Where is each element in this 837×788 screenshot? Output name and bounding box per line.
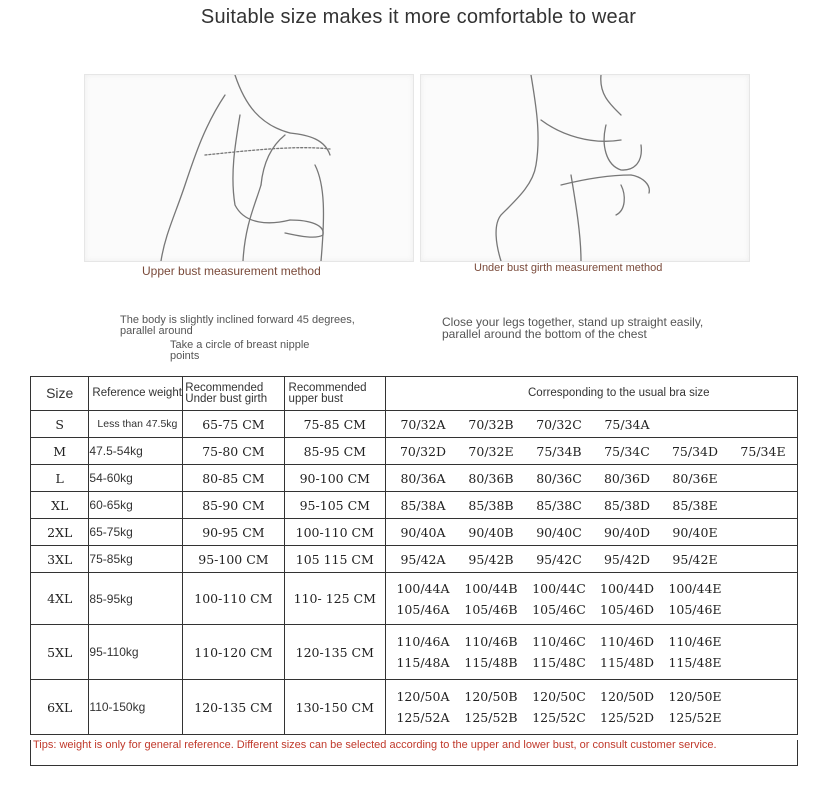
bra-size-cell bbox=[386, 519, 798, 546]
bra-size-value: 90/40A bbox=[400, 524, 446, 540]
size-cell: S bbox=[31, 411, 89, 438]
table-row bbox=[31, 411, 798, 438]
upper-bust-cell: 105 115 CM bbox=[284, 546, 385, 573]
bra-size-value: 125/52C bbox=[532, 710, 586, 725]
bra-size-value: 105/46C bbox=[532, 601, 586, 617]
bra-size-value: 70/32C bbox=[536, 416, 582, 432]
weight-cell: 60-65kg bbox=[89, 492, 183, 519]
bra-size-value: 105/46E bbox=[668, 601, 722, 617]
under-bust-cell: 85-90 CM bbox=[183, 492, 284, 519]
bra-size-value: 75/34E bbox=[740, 443, 786, 459]
bra-size-value: 75/34C bbox=[604, 443, 650, 459]
bra-size-value: 70/32A bbox=[400, 416, 446, 432]
bra-size-value: 70/32B bbox=[468, 416, 514, 432]
bra-size-value: 95/42A bbox=[400, 551, 446, 567]
under-bust-cell: 80-85 CM bbox=[183, 465, 284, 492]
bra-size-line bbox=[386, 652, 797, 673]
upper-bust-cell: 85-95 CM bbox=[284, 438, 385, 465]
size-cell: 2XL bbox=[31, 519, 89, 546]
under-bust-cell: 110-120 CM bbox=[183, 625, 284, 680]
table-header-row bbox=[31, 377, 798, 411]
upper-bust-caption: Upper bust measurement method bbox=[142, 264, 321, 278]
bra-size-value: 110/46A bbox=[396, 634, 450, 649]
bra-size-value: 95/42E bbox=[672, 551, 718, 567]
upper-bust-figure-drawing bbox=[85, 75, 413, 261]
bra-size-value: 115/48C bbox=[532, 655, 586, 670]
upper-bust-cell: 110- 125 CM bbox=[284, 573, 385, 625]
bra-size-value: 110/46D bbox=[600, 634, 654, 649]
bra-size-line bbox=[386, 468, 797, 489]
size-chart-table bbox=[30, 376, 798, 735]
bra-size-cell bbox=[386, 411, 798, 438]
under-bust-figure-drawing bbox=[421, 75, 749, 261]
upper-bust-cell: 75-85 CM bbox=[284, 411, 385, 438]
table-row bbox=[31, 680, 798, 735]
bra-size-value: 125/52E bbox=[668, 710, 722, 725]
bra-size-value: 90/40C bbox=[536, 524, 582, 540]
size-cell: XL bbox=[31, 492, 89, 519]
bra-size-value: 85/38B bbox=[468, 497, 514, 513]
table-row bbox=[31, 438, 798, 465]
bra-size-value: 95/42D bbox=[603, 551, 651, 567]
bra-size-value: 110/46C bbox=[532, 634, 586, 649]
tips-note: Tips: weight is only for general reference. Different sizes can be selected according to the upper and lower bust, or consult customer service. bbox=[30, 740, 798, 766]
table-row bbox=[31, 519, 798, 546]
under-bust-note: Close your legs together, stand up straight easily, parallel around the bottom of the chest bbox=[442, 315, 704, 341]
bra-size-cell bbox=[386, 546, 798, 573]
bra-size-value: 100/44C bbox=[532, 580, 586, 596]
size-cell: 4XL bbox=[31, 573, 89, 625]
bra-size-value: 95/42B bbox=[468, 551, 514, 567]
bra-size-value: 80/36A bbox=[400, 470, 446, 486]
under-bust-illustration bbox=[420, 74, 750, 262]
bra-size-value: 85/38C bbox=[536, 497, 582, 513]
bra-size-value: 100/44D bbox=[600, 580, 654, 596]
bra-size-line bbox=[386, 631, 797, 652]
bra-size-value: 115/48D bbox=[600, 655, 654, 670]
table-row bbox=[31, 546, 798, 573]
upper-bust-cell: 120-135 CM bbox=[284, 625, 385, 680]
bra-size-value: 75/34B bbox=[536, 443, 582, 459]
bra-size-value: 70/32E bbox=[468, 443, 514, 459]
bra-size-value: 80/36C bbox=[536, 470, 582, 486]
table-row bbox=[31, 492, 798, 519]
bra-size-value: 90/40D bbox=[603, 524, 651, 540]
bra-size-line bbox=[386, 599, 797, 620]
bra-size-value: 95/42C bbox=[536, 551, 582, 567]
bra-size-value: 120/50A bbox=[396, 689, 450, 704]
bra-size-value: 105/46B bbox=[464, 601, 518, 617]
under-bust-cell: 90-95 CM bbox=[183, 519, 284, 546]
table-row bbox=[31, 573, 798, 625]
bra-size-value: 105/46A bbox=[396, 601, 450, 617]
size-cell: 5XL bbox=[31, 625, 89, 680]
bra-size-cell bbox=[386, 465, 798, 492]
bra-size-line bbox=[386, 495, 797, 516]
bra-size-value: 120/50E bbox=[668, 689, 722, 704]
weight-cell: 95-110kg bbox=[89, 625, 183, 680]
bra-size-cell bbox=[386, 680, 798, 735]
upper-bust-illustration bbox=[84, 74, 414, 262]
weight-cell: Less than 47.5kg bbox=[89, 411, 183, 438]
header-under-bust: Recommended Under bust girth bbox=[183, 377, 284, 411]
under-bust-cell: 65-75 CM bbox=[183, 411, 284, 438]
header-bra-size: Corresponding to the usual bra size bbox=[386, 377, 798, 411]
bra-size-line bbox=[386, 707, 797, 728]
weight-cell: 47.5-54kg bbox=[89, 438, 183, 465]
header-upper-bust: Recommended upper bust bbox=[284, 377, 385, 411]
bra-size-value: 100/44A bbox=[396, 580, 450, 596]
weight-cell: 65-75kg bbox=[89, 519, 183, 546]
bra-size-value: 70/32D bbox=[399, 443, 447, 459]
bra-size-value: 125/52A bbox=[396, 710, 450, 725]
size-cell: 6XL bbox=[31, 680, 89, 735]
bra-size-line bbox=[386, 578, 797, 599]
header-weight: Reference weight bbox=[89, 377, 183, 411]
bra-size-value: 120/50D bbox=[600, 689, 654, 704]
under-bust-cell: 120-135 CM bbox=[183, 680, 284, 735]
upper-bust-note-1: The body is slightly inclined forward 45 degrees, parallel around bbox=[120, 314, 355, 337]
bra-size-line bbox=[386, 686, 797, 707]
bra-size-line bbox=[386, 522, 797, 543]
bra-size-value: 75/34D bbox=[671, 443, 719, 459]
bra-size-cell bbox=[386, 573, 798, 625]
bra-size-value: 125/52B bbox=[464, 710, 518, 725]
bra-size-cell bbox=[386, 492, 798, 519]
under-bust-cell: 75-80 CM bbox=[183, 438, 284, 465]
weight-cell: 85-95kg bbox=[89, 573, 183, 625]
under-bust-cell: 95-100 CM bbox=[183, 546, 284, 573]
bra-size-value: 125/52D bbox=[600, 710, 654, 725]
under-bust-caption: Under bust girth measurement method bbox=[474, 262, 663, 274]
bra-size-value: 80/36E bbox=[672, 470, 718, 486]
bra-size-value: 110/46B bbox=[464, 634, 518, 649]
upper-bust-cell: 90-100 CM bbox=[284, 465, 385, 492]
bra-size-value: 110/46E bbox=[668, 634, 722, 649]
bra-size-value: 85/38A bbox=[400, 497, 446, 513]
bra-size-value: 115/48E bbox=[668, 655, 722, 670]
upper-bust-cell: 100-110 CM bbox=[284, 519, 385, 546]
weight-cell: 75-85kg bbox=[89, 546, 183, 573]
bra-size-value: 85/38D bbox=[603, 497, 651, 513]
bra-size-value: 85/38E bbox=[672, 497, 718, 513]
bra-size-value: 105/46D bbox=[600, 601, 654, 617]
bra-size-line bbox=[386, 549, 797, 570]
bra-size-value: 100/44E bbox=[668, 580, 722, 596]
bra-size-line bbox=[386, 441, 797, 462]
page-title: Suitable size makes it more comfortable to wear bbox=[200, 6, 637, 28]
weight-cell: 110-150kg bbox=[89, 680, 183, 735]
table-row bbox=[31, 625, 798, 680]
bra-size-value: 115/48A bbox=[396, 655, 450, 670]
bra-size-cell bbox=[386, 438, 798, 465]
size-cell: 3XL bbox=[31, 546, 89, 573]
table-row bbox=[31, 465, 798, 492]
bra-size-value: 90/40B bbox=[468, 524, 514, 540]
bra-size-line bbox=[386, 414, 797, 435]
bra-size-value: 75/34A bbox=[604, 416, 650, 432]
bra-size-value: 80/36D bbox=[603, 470, 651, 486]
bra-size-value: 115/48B bbox=[464, 655, 518, 670]
bra-size-value: 100/44B bbox=[464, 580, 518, 596]
under-bust-cell: 100-110 CM bbox=[183, 573, 284, 625]
upper-bust-note-2: Take a circle of breast nipple points bbox=[170, 339, 310, 362]
bra-size-cell bbox=[386, 625, 798, 680]
size-cell: L bbox=[31, 465, 89, 492]
upper-bust-cell: 130-150 CM bbox=[284, 680, 385, 735]
bra-size-value: 80/36B bbox=[468, 470, 514, 486]
size-cell: M bbox=[31, 438, 89, 465]
weight-cell: 54-60kg bbox=[89, 465, 183, 492]
header-size: Size bbox=[31, 377, 89, 411]
bra-size-value: 120/50B bbox=[464, 689, 518, 704]
bra-size-value: 90/40E bbox=[672, 524, 718, 540]
upper-bust-cell: 95-105 CM bbox=[284, 492, 385, 519]
bra-size-value: 120/50C bbox=[532, 689, 586, 704]
